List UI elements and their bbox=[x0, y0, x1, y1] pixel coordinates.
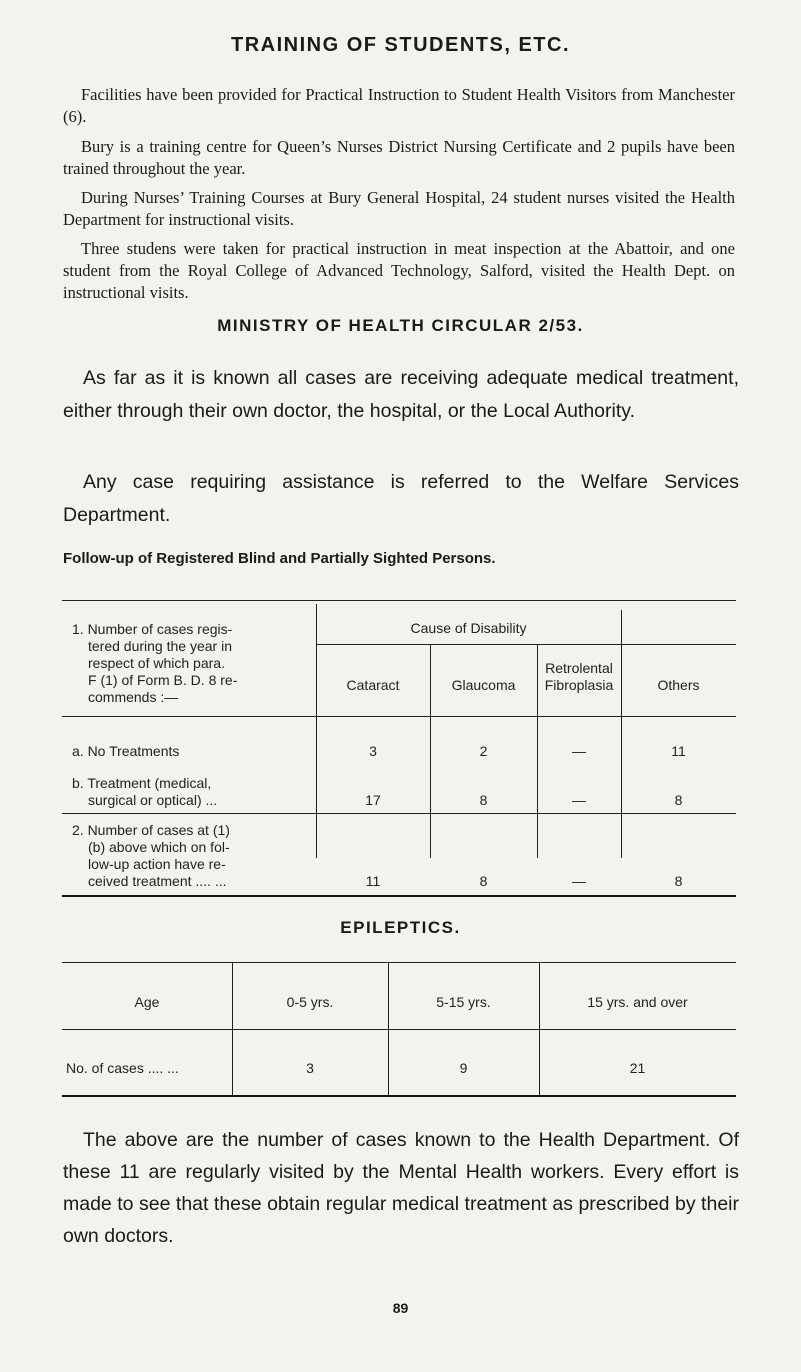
row-b-label: b. Treatment (medical, surgical or optical) ... bbox=[72, 775, 218, 808]
column-header-cataract: Cataract bbox=[346, 677, 400, 693]
paragraph-training-centre: Bury is a training centre for Queen’s Nurses District Nursing Certificate and 2 pupils have been trained throughout the year. bbox=[63, 137, 735, 178]
row-2-label: 2. Number of cases at (1) (b) above which on fol- low-up action have re- ceived treatment .... ... bbox=[72, 822, 230, 889]
cause-of-disability-header: Cause of Disability bbox=[410, 620, 527, 636]
row-b-glaucoma: 8 bbox=[479, 792, 488, 808]
followup-heading: Follow-up of Registered Blind and Partially Sighted Persons. bbox=[63, 550, 496, 567]
row-a-cataract: 3 bbox=[369, 743, 377, 759]
column-header-glaucoma: Glaucoma bbox=[451, 677, 516, 693]
row-2-retrolental: — bbox=[572, 873, 586, 889]
paragraph-nurses-training: During Nurses’ Training Courses at Bury General Hospital, 24 student nurses visited the Health Department for instructional visits. bbox=[63, 188, 735, 229]
row1-label: 1. Number of cases regis- tered during the year in respect of which para. F (1) of Form B. D. 8 re- commends :— bbox=[72, 621, 238, 705]
paragraph-medical-treatment: As far as it is known all cases are receiving adequate medical treatment, either through their own doctor, the hospital, or the Local Authority. bbox=[63, 367, 739, 422]
circular-heading: MINISTRY OF HEALTH CIRCULAR 2/53. bbox=[217, 316, 584, 335]
page-title: TRAINING OF STUDENTS, ETC. bbox=[231, 34, 570, 56]
header-5-15: 5-15 yrs. bbox=[436, 994, 491, 1010]
cases-0-5: 3 bbox=[306, 1060, 314, 1076]
column-header-others: Others bbox=[657, 677, 700, 693]
row-label-no-of-cases: No. of cases .... ... bbox=[66, 1060, 179, 1076]
paragraph-welfare-services: Any case requiring assistance is referred to the Welfare Services Department. bbox=[63, 471, 739, 526]
cases-5-15: 9 bbox=[459, 1060, 468, 1076]
row-a-retrolental: — bbox=[572, 743, 586, 759]
row-a-label: a. No Treatments bbox=[72, 743, 180, 759]
row-a-glaucoma: 2 bbox=[479, 743, 488, 759]
header-15-over: 15 yrs. and over bbox=[587, 994, 688, 1010]
paragraph-closing: The above are the number of cases known to the Health Department. Of these 11 are regularly visited by the Mental Health workers. Every effort is made to see that these obtain regular medical treatment as prescribed by their own doctors. bbox=[63, 1129, 739, 1247]
paragraph-student-health-visitors: Facilities have been provided for Practical Instruction to Student Health Visitors from Manchester (6). bbox=[63, 85, 735, 126]
paragraph-meat-inspection: Three studens were taken for practical instruction in meat inspection at the Abattoir, and one student from the Royal College of Advanced Technology, Salford, visited the Health Dept. on instructional visits. bbox=[63, 239, 735, 302]
cases-15-over: 21 bbox=[629, 1060, 646, 1076]
epileptics-heading: EPILEPTICS. bbox=[340, 918, 461, 937]
row-a-others: 11 bbox=[671, 743, 686, 759]
header-age: Age bbox=[134, 994, 160, 1010]
column-header-retrolental-fibroplasia: Retrolental Fibroplasia bbox=[544, 660, 614, 693]
row-2-cataract: 11 bbox=[365, 873, 381, 889]
header-0-5: 0-5 yrs. bbox=[286, 994, 334, 1010]
row-b-cataract: 17 bbox=[365, 792, 381, 808]
page-number: 89 bbox=[392, 1300, 409, 1316]
row-b-retrolental: — bbox=[572, 792, 586, 808]
row-2-others: 8 bbox=[674, 873, 683, 889]
row-2-glaucoma: 8 bbox=[479, 873, 488, 889]
row-b-others: 8 bbox=[674, 792, 683, 808]
